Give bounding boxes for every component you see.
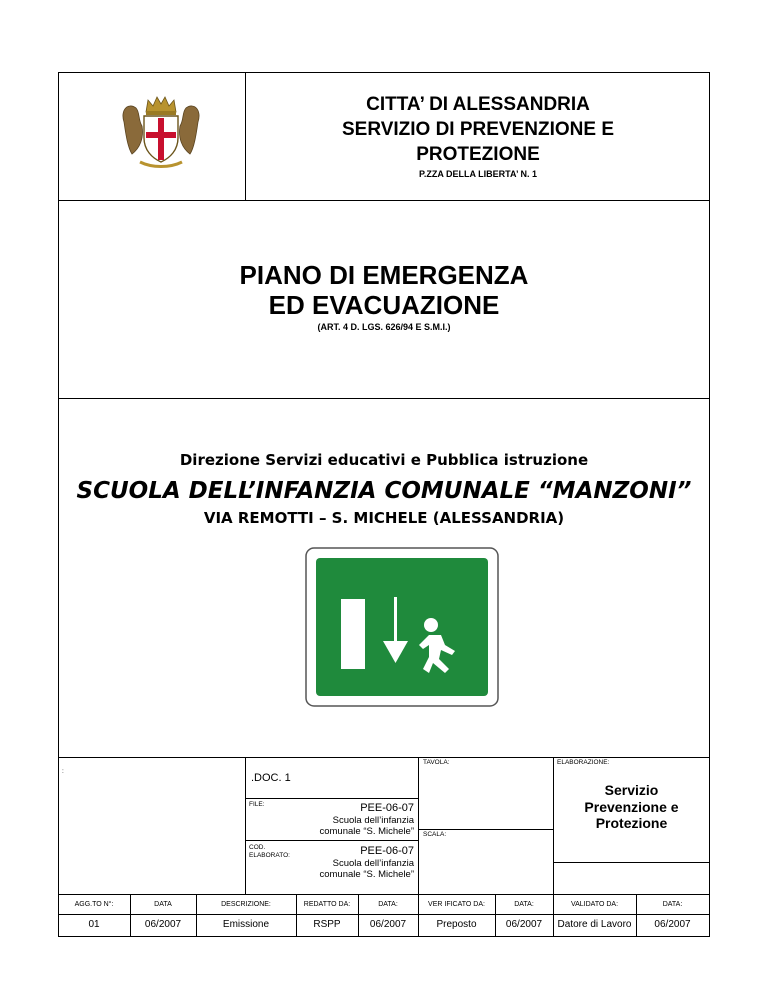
rev-cell-descrizione: Emissione: [222, 919, 270, 930]
rev-header-redatto: REDATTO DA:: [303, 901, 351, 908]
rev-cell-data-4: 06/2007: [654, 919, 691, 930]
rev-cell-data-2: 06/2007: [369, 919, 407, 930]
cod-code: PEE-06-07: [360, 845, 414, 857]
rev-header-verificato: VER IFICATO DA:: [428, 901, 485, 908]
rev-header-data-4: DATA:: [662, 901, 683, 908]
emergency-exit-sign-icon: [305, 547, 499, 707]
rev-cell-verificato: Preposto: [436, 919, 477, 930]
rev-cell-agg: 01: [88, 919, 100, 930]
document-title-line2: ED EVACUAZIONE: [268, 290, 500, 320]
rev-header-data-3: DATA:: [514, 901, 534, 908]
rev-header-validato: VALIDATO DA:: [570, 901, 619, 908]
cod-desc-2: comunale “S. Michele”: [319, 869, 414, 880]
document-subtitle: (ART. 4 D. LGS. 626/94 E S.M.I.): [317, 322, 451, 332]
cod-label-2: ELABORATO:: [249, 852, 290, 859]
school-address: VIA REMOTTI – S. MICHELE (ALESSANDRIA): [203, 509, 565, 527]
file-desc-2: comunale “S. Michele”: [319, 826, 414, 837]
file-code: PEE-06-07: [360, 802, 414, 814]
school-name: SCUOLA DELL’INFANZIA COMUNALE “MANZONI”: [76, 478, 692, 504]
header-service: SERVIZIO DI PREVENZIONE E: [341, 119, 615, 140]
rev-header-data: DATA: [154, 901, 172, 908]
rev-header-descrizione: DESCRIZIONE:: [221, 901, 271, 908]
school-direction: Direzione Servizi educativi e Pubblica istruzione: [179, 451, 589, 469]
info-colon: :: [62, 768, 64, 775]
header-address: P.ZZA DELLA LIBERTA’ N. 1: [418, 169, 537, 179]
doc-number: .DOC. 1: [251, 772, 291, 784]
rev-header-agg: AGG.TO N°:: [74, 901, 114, 908]
header-protection: PROTEZIONE: [416, 144, 540, 165]
header-city: CITTA’ DI ALESSANDRIA: [366, 94, 590, 115]
rev-cell-validato: Datore di Lavoro: [557, 919, 632, 930]
tavola-label: TAVOLA:: [423, 759, 450, 766]
file-label: FILE:: [249, 801, 265, 808]
rev-cell-data-3: 06/2007: [505, 919, 543, 930]
document-title: PIANO DI EMERGENZA: [239, 260, 529, 290]
elaborazione-value-3: Protezione: [595, 815, 668, 831]
rev-cell-redatto: RSPP: [313, 919, 341, 930]
rev-header-data-2: DATA:: [378, 901, 398, 908]
elaborazione-label: ELABORAZIONE:: [557, 759, 610, 766]
cod-desc-1: Scuola dell’infanzia: [332, 858, 414, 869]
cod-label-1: COD.: [249, 844, 266, 851]
elaborazione-value-2: Prevenzione e: [584, 799, 679, 815]
file-desc-1: Scuola dell’infanzia: [332, 815, 414, 826]
coat-of-arms-icon: [118, 92, 204, 170]
elaborazione-value-1: Servizio: [604, 782, 659, 798]
scala-label: SCALA:: [423, 831, 447, 838]
rev-cell-data: 06/2007: [144, 919, 182, 930]
